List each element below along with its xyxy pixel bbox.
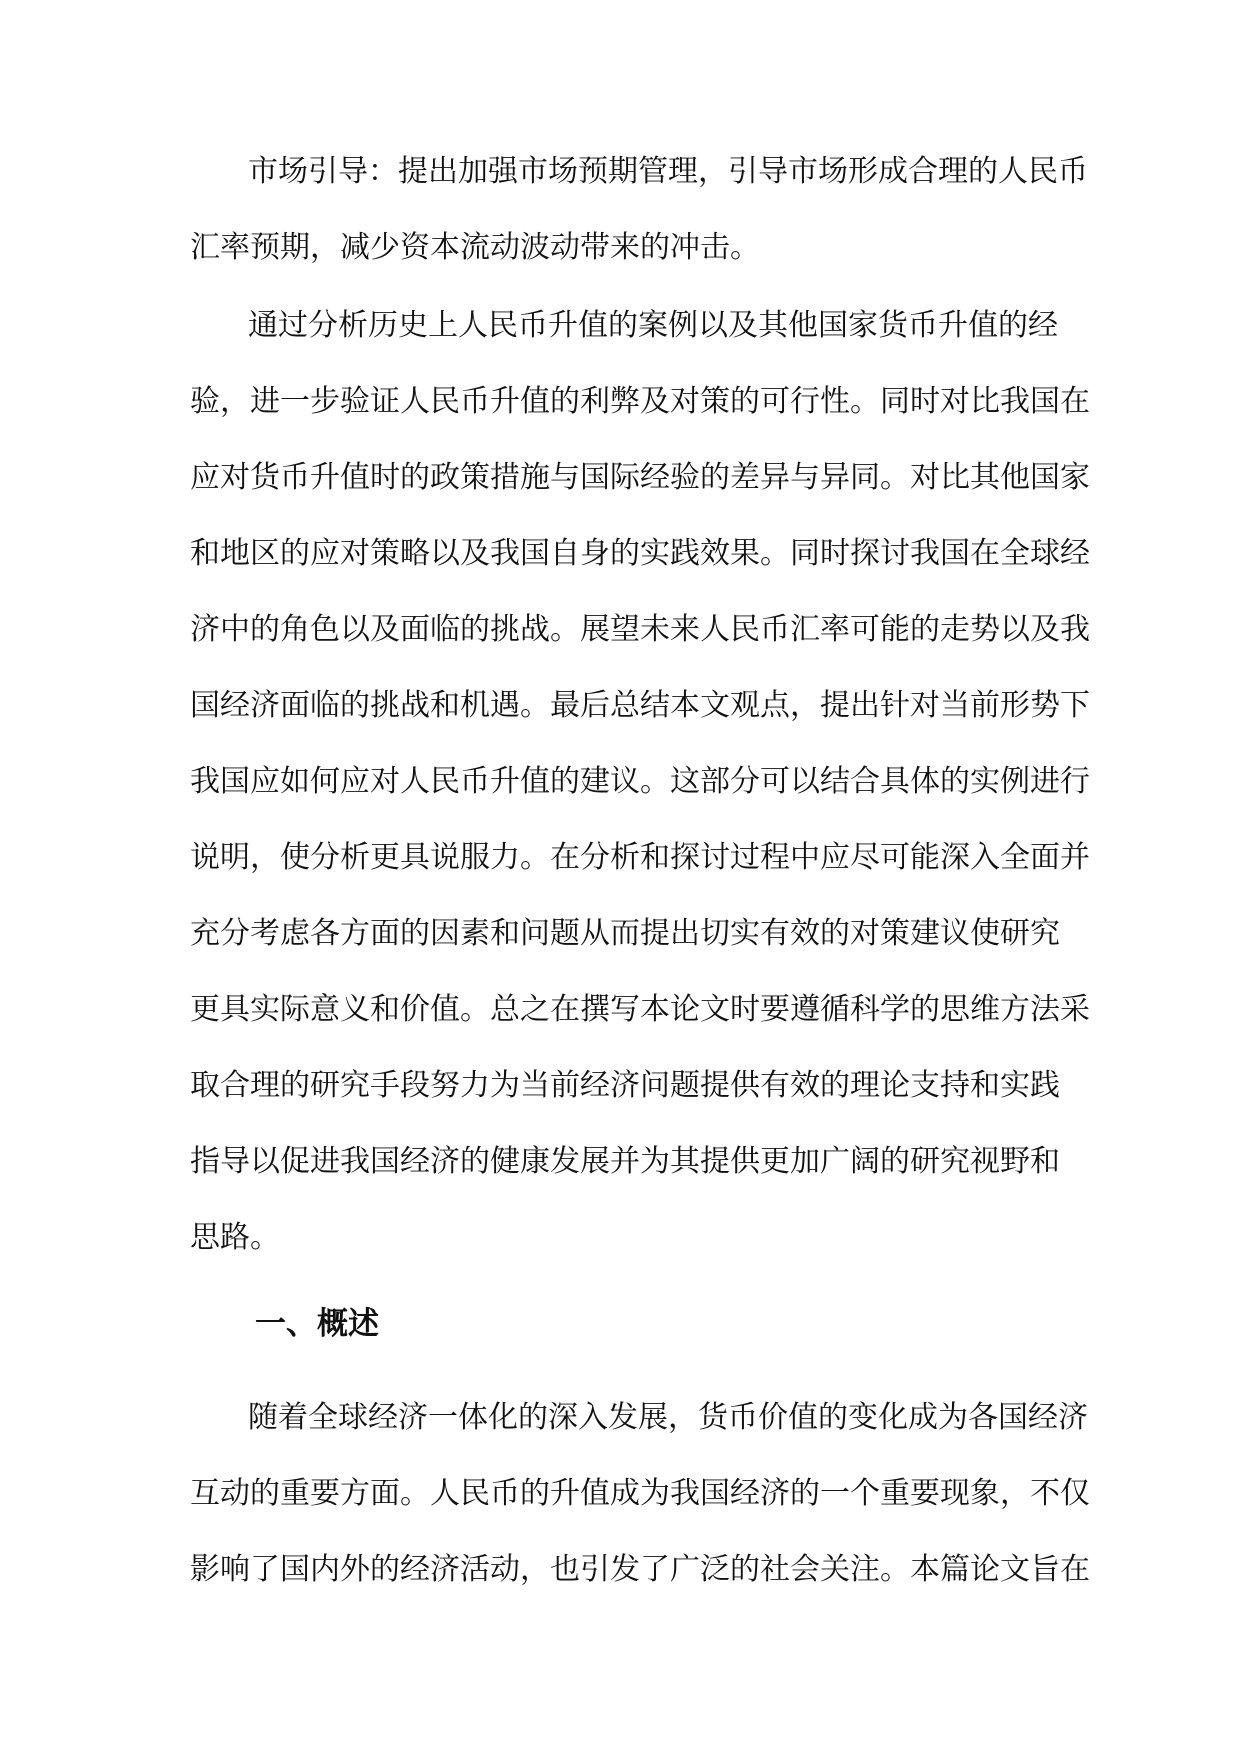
paragraph-line: 随着全球经济一体化的深入发展，货币价值的变化成为各国经济 (248, 1400, 1088, 1435)
paragraph-line: 影响了国内外的经济活动，也引发了广泛的社会关注。本篇论文旨在 (190, 1552, 1090, 1587)
paragraph-line: 汇率预期，减少资本流动波动带来的冲击。 (190, 230, 760, 265)
paragraph-line: 通过分析历史上人民币升值的案例以及其他国家货币升值的经 (248, 308, 1058, 343)
paragraph-line: 国经济面临的挑战和机遇。最后总结本文观点，提出针对当前形势下 (190, 688, 1090, 723)
paragraph-line: 应对货币升值时的政策措施与国际经验的差异与异同。对比其他国家 (190, 460, 1090, 495)
paragraph-line: 说明，使分析更具说服力。在分析和探讨过程中应尽可能深入全面并 (190, 840, 1090, 875)
paragraph-line: 我国应如何应对人民币升值的建议。这部分可以结合具体的实例进行 (190, 764, 1090, 799)
paragraph-line: 互动的重要方面。人民币的升值成为我国经济的一个重要现象，不仅 (190, 1476, 1090, 1511)
section-heading: 一、概述 (255, 1306, 379, 1342)
paragraph-line: 更具实际意义和价值。总之在撰写本论文时要遵循科学的思维方法采 (190, 992, 1090, 1027)
paragraph-line: 济中的角色以及面临的挑战。展望未来人民币汇率可能的走势以及我 (190, 612, 1090, 647)
paragraph-line: 充分考虑各方面的因素和问题从而提出切实有效的对策建议使研究 (190, 916, 1060, 951)
paragraph-line: 思路。 (190, 1220, 280, 1255)
paragraph-line: 取合理的研究手段努力为当前经济问题提供有效的理论支持和实践 (190, 1068, 1060, 1103)
paragraph-line: 验，进一步验证人民币升值的利弊及对策的可行性。同时对比我国在 (190, 384, 1090, 419)
paragraph-line: 市场引导：提出加强市场预期管理，引导市场形成合理的人民币 (248, 154, 1088, 189)
paragraph-line: 和地区的应对策略以及我国自身的实践效果。同时探讨我国在全球经 (190, 536, 1090, 571)
paragraph-line: 指导以促进我国经济的健康发展并为其提供更加广阔的研究视野和 (190, 1144, 1060, 1179)
